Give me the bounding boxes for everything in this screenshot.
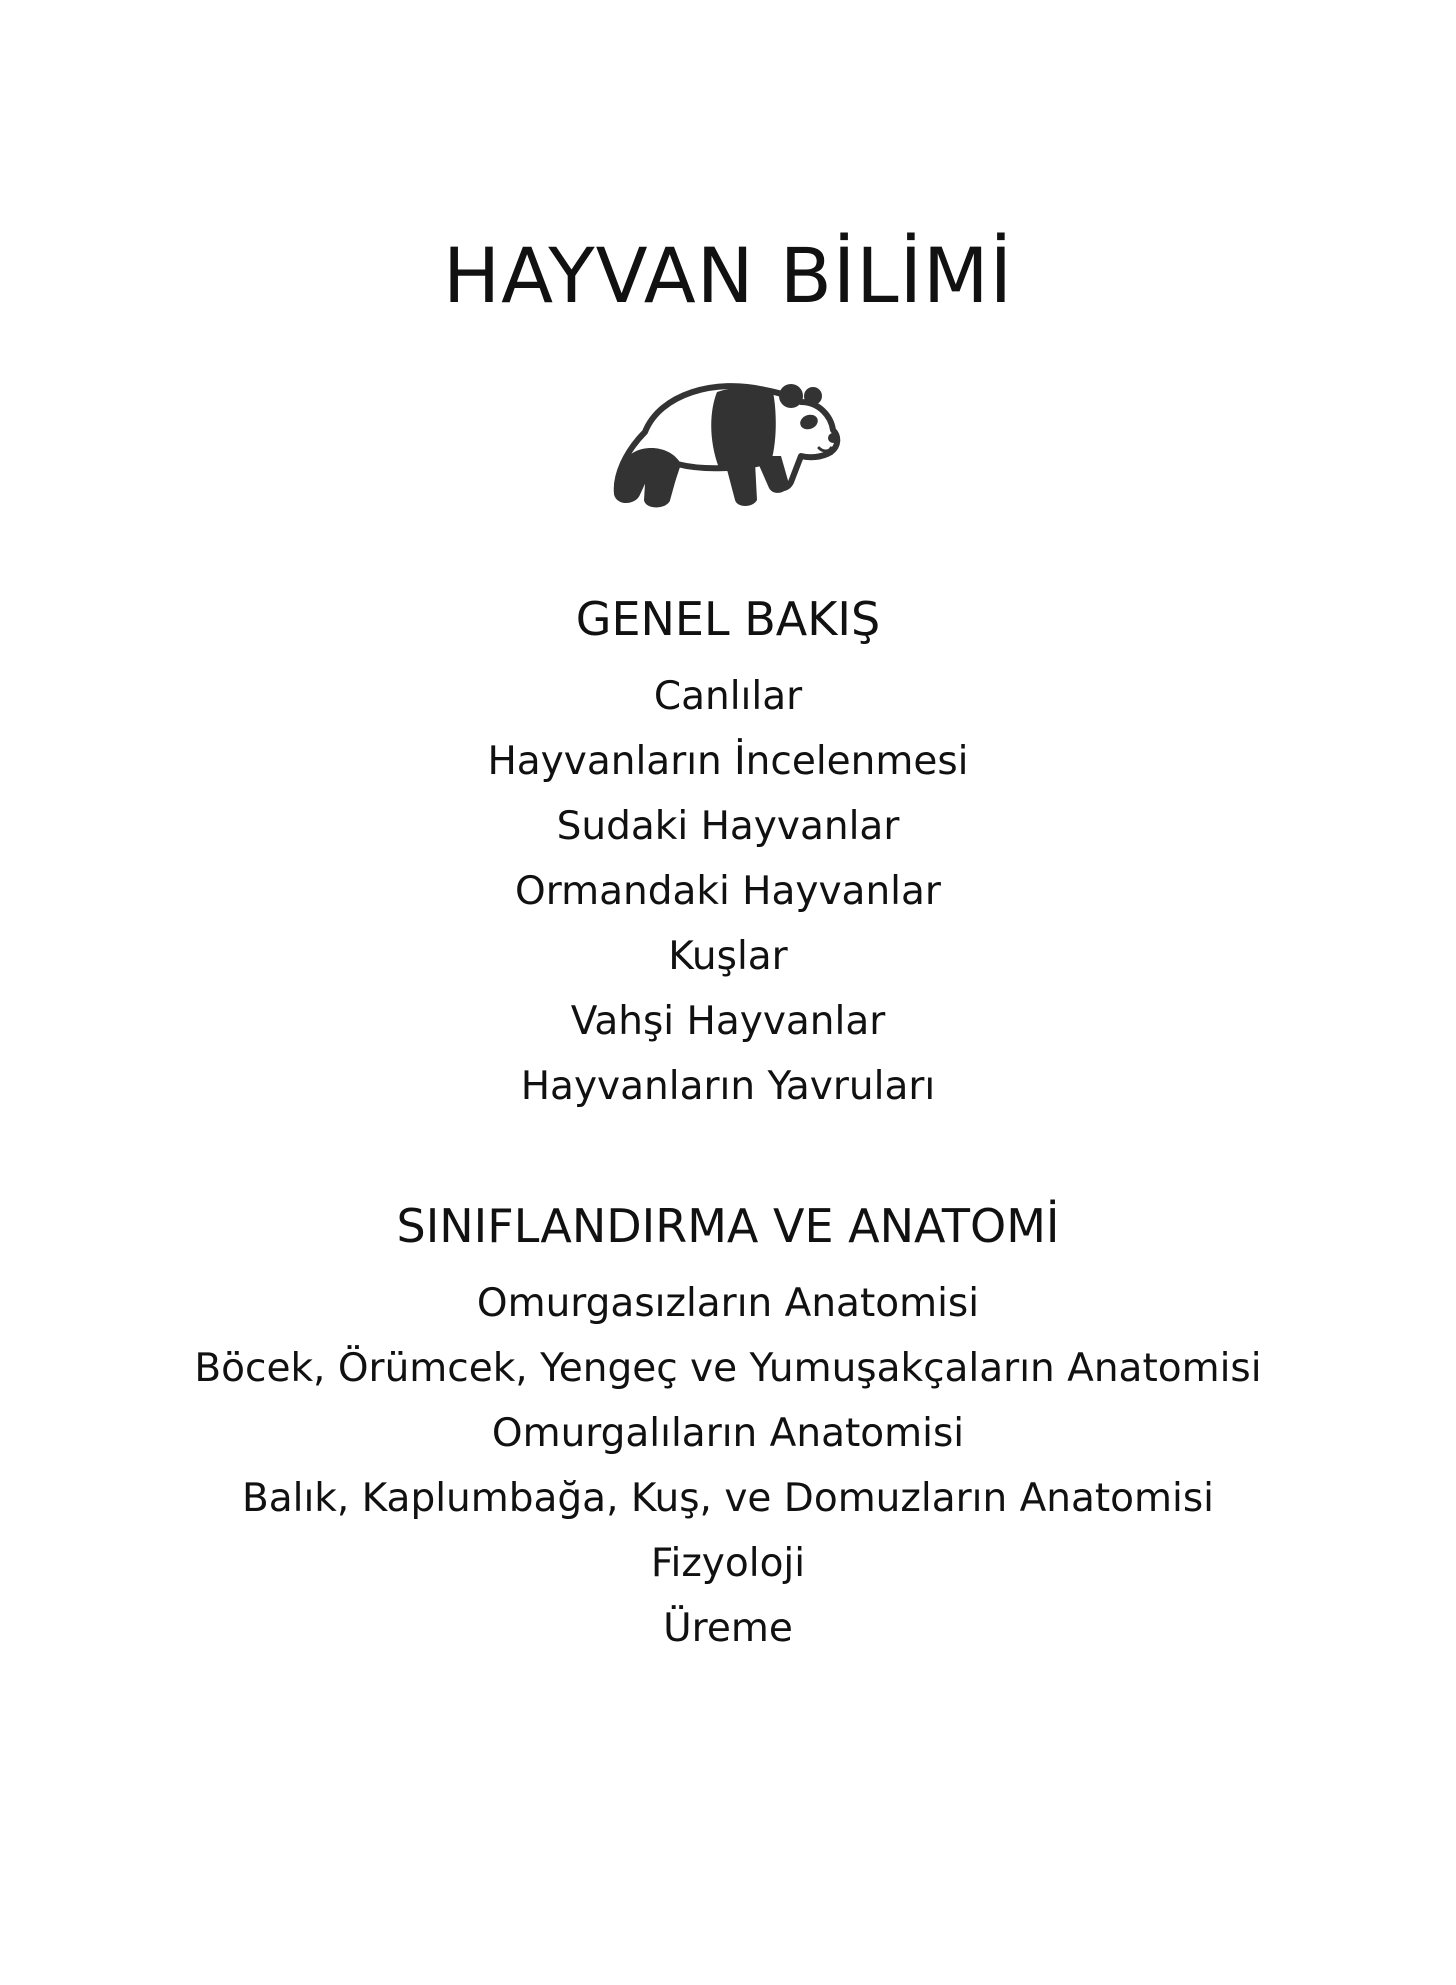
section-heading-classification: SINIFLANDIRMA VE ANATOMİ	[396, 1199, 1060, 1253]
list-item: Ormandaki Hayvanlar	[515, 869, 941, 914]
classification-list	[0, 1271, 1456, 1661]
list-item: Kuşlar	[668, 934, 788, 979]
panda-icon	[605, 372, 841, 510]
list-item: Üreme	[663, 1606, 793, 1651]
overview-list	[0, 664, 1456, 1119]
list-item: Fizyoloji	[650, 1541, 806, 1586]
list-item: Hayvanların Yavruları	[520, 1064, 936, 1109]
list-item: Omurgalıların Anatomisi	[491, 1411, 965, 1456]
list-item: Hayvanların İncelenmesi	[487, 739, 969, 784]
list-item: Böcek, Örümcek, Yengeç ve Yumuşakçaların Anatomisi	[194, 1346, 1262, 1391]
list-item: Vahşi Hayvanlar	[570, 999, 886, 1044]
list-item: Sudaki Hayvanlar	[556, 804, 900, 849]
section-heading-overview: GENEL BAKIŞ	[575, 592, 881, 646]
list-item: Omurgasızların Anatomisi	[476, 1281, 980, 1326]
list-item: Balık, Kaplumbağa, Kuş, ve Domuzların Anatomisi	[241, 1476, 1215, 1521]
list-item: Canlılar	[653, 674, 803, 719]
page-title: HAYVAN BİLİMİ	[442, 231, 1014, 320]
